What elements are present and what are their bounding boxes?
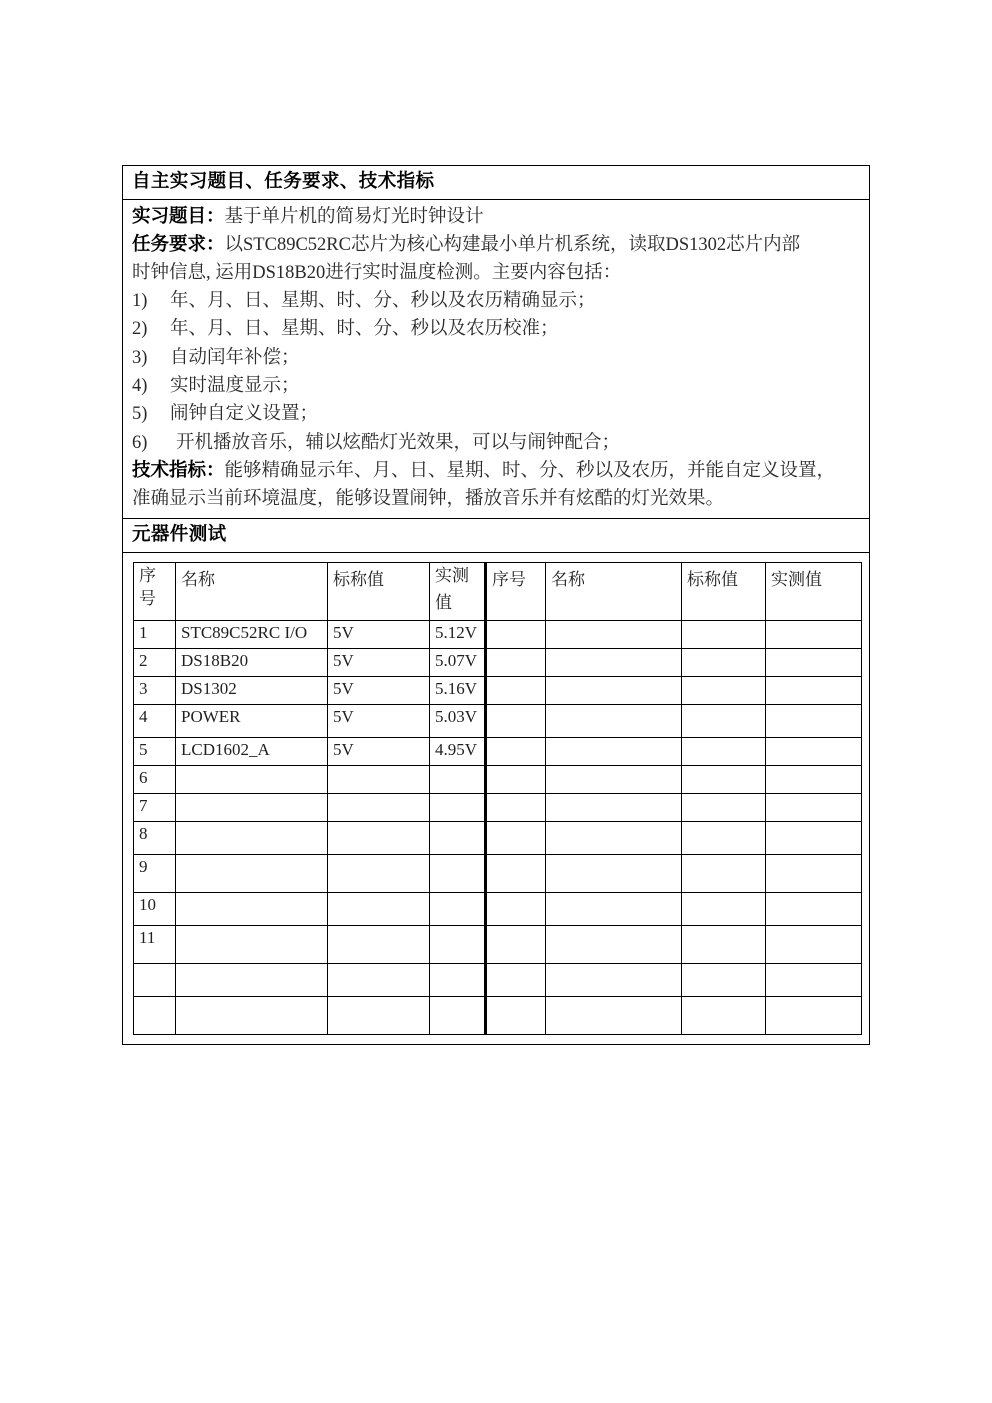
cell-seq-right: [486, 676, 546, 704]
cell-nominal-left: 5V: [328, 737, 430, 765]
list-item-number: 5): [132, 404, 148, 425]
cell-name-left: POWER: [176, 704, 328, 737]
cell-nominal-right: [682, 963, 766, 996]
list-item-number: 6): [132, 432, 148, 453]
column-header-measured-right: 实测值: [766, 562, 862, 620]
cell-measured-left: [430, 892, 486, 925]
cell-name-left: [176, 793, 328, 821]
list-item: [132, 429, 861, 457]
cell-seq-left: 7: [134, 793, 176, 821]
column-header-measured-left-a: 实: [435, 565, 452, 585]
cell-name-right: [546, 996, 682, 1034]
cell-nominal-right: [682, 620, 766, 648]
column-header-name-right: 名称: [546, 562, 682, 620]
cell-name-left: [176, 925, 328, 963]
cell-nominal-left: [328, 963, 430, 996]
spec-line-2: [132, 485, 861, 513]
cell-measured-left: [430, 765, 486, 793]
component-test-table: [133, 562, 862, 1035]
table-row: [134, 704, 862, 737]
cell-name-left: [176, 996, 328, 1034]
report-table-frame: [122, 165, 870, 1045]
list-item-number: 1): [132, 291, 148, 312]
task-label: 任务要求：: [132, 234, 225, 255]
cell-nominal-left: 5V: [328, 620, 430, 648]
cell-seq-right: [486, 648, 546, 676]
column-header-measured-left: [430, 562, 486, 620]
cell-seq-right: [486, 963, 546, 996]
cell-nominal-left: 5V: [328, 676, 430, 704]
cell-name-left: DS18B20: [176, 648, 328, 676]
cell-seq-right: [486, 765, 546, 793]
section-2-body-row: [123, 562, 869, 1035]
cell-name-right: [546, 821, 682, 854]
cell-nominal-right: [682, 925, 766, 963]
list-item-label: 实时温度显示；: [170, 376, 300, 397]
column-header-measured-left-b: 测: [452, 565, 469, 585]
cell-name-right: [546, 892, 682, 925]
topic-line: [132, 203, 861, 231]
cell-measured-left: [430, 821, 486, 854]
cell-name-left: [176, 854, 328, 892]
table-row: [134, 854, 862, 892]
column-header-seq-left: [134, 562, 176, 620]
list-item-label: 年、月、日、星期、时、分、秒以及农历精确显示；: [170, 291, 596, 312]
cell-measured-left: 5.07V: [430, 648, 486, 676]
cell-name-right: [546, 704, 682, 737]
task-text-2: 时钟信息, 运用DS18B20进行实时温度检测。主要内容包括：: [132, 263, 622, 284]
table-row: [134, 925, 862, 963]
cell-nominal-right: [682, 793, 766, 821]
cell-measured-right: [766, 737, 862, 765]
cell-nominal-left: [328, 793, 430, 821]
cell-seq-left: 10: [134, 892, 176, 925]
cell-name-right: [546, 854, 682, 892]
cell-measured-right: [766, 648, 862, 676]
cell-nominal-left: 5V: [328, 704, 430, 737]
cell-seq-right: [486, 925, 546, 963]
cell-name-right: [546, 648, 682, 676]
column-header-seq-left-line1: 序: [139, 565, 156, 585]
cell-name-left: DS1302: [176, 676, 328, 704]
column-header-seq-left-line2: 号: [139, 588, 156, 608]
cell-name-left: [176, 821, 328, 854]
section-1-title-row: [123, 166, 869, 200]
cell-seq-left: 3: [134, 676, 176, 704]
cell-nominal-left: [328, 765, 430, 793]
cell-seq-left: 2: [134, 648, 176, 676]
cell-nominal-right: [682, 737, 766, 765]
cell-nominal-left: [328, 925, 430, 963]
cell-measured-right: [766, 821, 862, 854]
cell-seq-left: 9: [134, 854, 176, 892]
table-row: [134, 892, 862, 925]
table-row: [134, 996, 862, 1034]
cell-seq-right: [486, 821, 546, 854]
section-2-title: 元器件测试: [132, 525, 227, 546]
requirements-list: [132, 287, 861, 457]
cell-nominal-right: [682, 854, 766, 892]
cell-name-right: [546, 620, 682, 648]
list-item-label: 年、月、日、星期、时、分、秒以及农历校准；: [170, 319, 559, 340]
table-row: [134, 793, 862, 821]
cell-measured-right: [766, 892, 862, 925]
cell-seq-right: [486, 854, 546, 892]
cell-measured-right: [766, 925, 862, 963]
table-row: [134, 765, 862, 793]
cell-measured-right: [766, 765, 862, 793]
cell-measured-right: [766, 620, 862, 648]
cell-nominal-right: [682, 996, 766, 1034]
cell-seq-right: [486, 793, 546, 821]
topic-value: 基于单片机的简易灯光时钟设计: [224, 206, 484, 227]
cell-measured-left: 5.12V: [430, 620, 486, 648]
cell-name-left: LCD1602_A: [176, 737, 328, 765]
section-2-title-row: [123, 519, 869, 553]
cell-seq-left: 8: [134, 821, 176, 854]
cell-seq-right: [486, 996, 546, 1034]
cell-name-left: STC89C52RC I/O: [176, 620, 328, 648]
cell-seq-left: 1: [134, 620, 176, 648]
spec-line-1: [132, 457, 861, 485]
spec-text-2: 准确显示当前环境温度，能够设置闹钟，播放音乐并有炫酷的灯光效果。: [132, 489, 725, 510]
task-text-1: 以STC89C52RC芯片为核心构建最小单片机系统，读取DS1302芯片内部: [224, 234, 801, 255]
table-row: [134, 737, 862, 765]
column-header-seq-right: 序号: [486, 562, 546, 620]
topic-label: 实习题目：: [132, 206, 225, 227]
cell-measured-left: [430, 925, 486, 963]
cell-measured-left: 4.95V: [430, 737, 486, 765]
cell-nominal-left: [328, 996, 430, 1034]
cell-name-right: [546, 765, 682, 793]
cell-measured-left: 5.03V: [430, 704, 486, 737]
cell-nominal-left: [328, 892, 430, 925]
cell-name-right: [546, 793, 682, 821]
cell-seq-left: 11: [134, 925, 176, 963]
cell-seq-left: [134, 996, 176, 1034]
spec-label: 技术指标：: [132, 460, 225, 481]
cell-measured-right: [766, 854, 862, 892]
cell-seq-left: 6: [134, 765, 176, 793]
list-item-number: 4): [132, 376, 148, 397]
cell-measured-right: [766, 793, 862, 821]
list-item: [132, 372, 861, 400]
cell-nominal-left: [328, 821, 430, 854]
task-line-2: [132, 259, 861, 287]
table-row: [134, 821, 862, 854]
list-item-number: 3): [132, 347, 148, 368]
column-header-nominal-left: 标称值: [328, 562, 430, 620]
cell-measured-right: [766, 963, 862, 996]
cell-seq-right: [486, 892, 546, 925]
spec-text-1: 能够精确显示年、月、日、星期、时、分、秒以及农历，并能自定义设置，: [224, 460, 836, 481]
cell-seq-left: 5: [134, 737, 176, 765]
list-item: [132, 287, 861, 315]
section-1-title: 自主实习题目、任务要求、技术指标: [132, 172, 435, 192]
cell-measured-right: [766, 676, 862, 704]
cell-nominal-right: [682, 892, 766, 925]
cell-measured-left: [430, 963, 486, 996]
cell-name-left: [176, 892, 328, 925]
cell-nominal-right: [682, 648, 766, 676]
cell-measured-left: 5.16V: [430, 676, 486, 704]
table-row: [134, 963, 862, 996]
section-1-body: [123, 200, 869, 518]
cell-nominal-left: 5V: [328, 648, 430, 676]
cell-nominal-right: [682, 704, 766, 737]
list-item: [132, 315, 861, 343]
cell-measured-right: [766, 996, 862, 1034]
cell-name-left: [176, 765, 328, 793]
column-header-nominal-right: 标称值: [682, 562, 766, 620]
list-item: [132, 400, 861, 428]
cell-name-right: [546, 925, 682, 963]
column-header-name-left: 名称: [176, 562, 328, 620]
cell-seq-left: 4: [134, 704, 176, 737]
cell-measured-left: [430, 854, 486, 892]
cell-seq-right: [486, 704, 546, 737]
cell-nominal-right: [682, 821, 766, 854]
table-header-row: [134, 562, 862, 620]
cell-measured-left: [430, 793, 486, 821]
cell-name-left: [176, 963, 328, 996]
cell-measured-right: [766, 704, 862, 737]
cell-seq-right: [486, 620, 546, 648]
task-line-1: [132, 231, 861, 259]
table-row: [134, 676, 862, 704]
cell-measured-left: [430, 996, 486, 1034]
list-item: [132, 344, 861, 372]
list-item-label: 闹钟自定义设置；: [170, 404, 319, 425]
cell-nominal-right: [682, 765, 766, 793]
cell-name-right: [546, 737, 682, 765]
list-item-label: 开机播放音乐，辅以炫酷灯光效果，可以与闹钟配合；: [176, 432, 621, 453]
cell-nominal-right: [682, 676, 766, 704]
table-row: [134, 648, 862, 676]
cell-name-right: [546, 676, 682, 704]
list-item-label: 自动闰年补偿；: [170, 347, 300, 368]
table-body: [134, 620, 862, 1034]
cell-seq-left: [134, 963, 176, 996]
table-row: [134, 620, 862, 648]
cell-name-right: [546, 963, 682, 996]
list-item-number: 2): [132, 319, 148, 340]
cell-seq-right: [486, 737, 546, 765]
column-header-measured-left-line2: 值: [435, 592, 452, 612]
cell-nominal-left: [328, 854, 430, 892]
section-1-body-row: [123, 200, 869, 519]
